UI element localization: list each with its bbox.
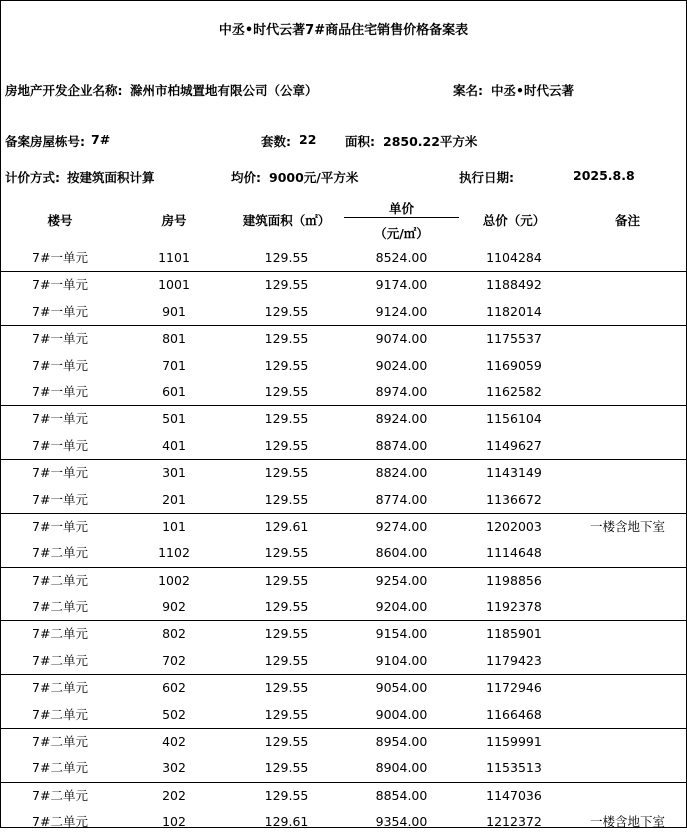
- cell-total: 1212372: [486, 814, 542, 830]
- cell-room: 901: [162, 303, 186, 319]
- table-row: [1, 326, 686, 352]
- cell-total: 1202003: [486, 518, 542, 534]
- col-header-remark: 备注: [614, 213, 640, 228]
- cell-building: 7#一单元: [32, 411, 88, 427]
- cell-total: 1185901: [486, 626, 542, 642]
- table-row: [1, 460, 686, 486]
- building-label: 备案房屋栋号:: [5, 134, 85, 149]
- cell-unit-price: 9174.00: [375, 277, 428, 293]
- table-row: [1, 272, 686, 298]
- cell-unit-price: 9154.00: [375, 626, 428, 642]
- cell-unit-price: 9124.00: [375, 303, 428, 319]
- cell-area: 129.55: [264, 760, 309, 776]
- table-row: [1, 406, 686, 432]
- cell-unit-price: 8774.00: [375, 491, 428, 507]
- cell-remark: [569, 245, 686, 271]
- table-row: [1, 729, 686, 755]
- cell-remark: [569, 755, 686, 781]
- cell-unit-price: 9074.00: [375, 331, 428, 347]
- cell-building: 7#一单元: [32, 518, 88, 534]
- sheet-title: 中丞•时代云著7#商品住宅销售价格备案表: [218, 23, 469, 38]
- cell-remark: [569, 648, 686, 674]
- table-row: [1, 568, 686, 594]
- cell-unit-price: 8604.00: [375, 545, 428, 561]
- cell-area: 129.61: [264, 814, 309, 830]
- developer-value: 滁州市柏城置地有限公司（公章）: [130, 83, 318, 98]
- cell-area: 129.55: [264, 545, 309, 561]
- cell-total: 1182014: [486, 303, 542, 319]
- cell-unit-price: 9024.00: [375, 357, 428, 373]
- cell-total: 1104284: [486, 250, 542, 265]
- pricing-method-value: 按建筑面积计算: [67, 170, 155, 185]
- table-row: [1, 433, 686, 460]
- cell-area: 129.55: [264, 357, 309, 373]
- table-row: [1, 487, 686, 514]
- cell-building: 7#二单元: [32, 787, 88, 803]
- cell-building: 7#二单元: [32, 760, 88, 776]
- cell-room: 1001: [158, 277, 190, 293]
- cell-building: 7#二单元: [32, 572, 88, 588]
- cell-unit-price: 8904.00: [375, 760, 428, 776]
- cell-room: 701: [162, 357, 186, 373]
- cell-building: 7#二单元: [32, 652, 88, 668]
- table-row: [1, 540, 686, 567]
- cell-area: 129.55: [264, 787, 309, 803]
- exec-date-value: 2025.8.8: [573, 168, 635, 183]
- cell-area: 129.61: [264, 518, 309, 534]
- cell-room: 602: [162, 680, 186, 696]
- cell-remark: [569, 594, 686, 620]
- table-row: [1, 379, 686, 406]
- cell-building: 7#一单元: [32, 303, 88, 319]
- cell-unit-price: 9204.00: [375, 599, 428, 615]
- table-row: [1, 594, 686, 621]
- table-row: [1, 755, 686, 782]
- cell-unit-price: 8824.00: [375, 465, 428, 481]
- cell-area: 129.55: [264, 437, 309, 453]
- cell-room: 1002: [158, 572, 190, 588]
- cell-area: 129.55: [264, 706, 309, 722]
- table-row: [1, 702, 686, 729]
- cell-unit-price: 8524.00: [375, 250, 428, 265]
- cell-remark: [569, 353, 686, 379]
- cell-unit-price: 9254.00: [375, 572, 428, 588]
- cell-area: 129.55: [264, 652, 309, 668]
- cell-building: 7#一单元: [32, 383, 88, 399]
- cell-area: 129.55: [264, 383, 309, 399]
- cell-remark: [569, 406, 686, 432]
- cell-total: 1188492: [486, 277, 542, 293]
- table-row: [1, 514, 686, 540]
- cell-room: 402: [162, 734, 186, 750]
- col-header-building: 楼号: [47, 213, 73, 228]
- cell-building: 7#一单元: [32, 250, 88, 265]
- cell-area: 129.55: [264, 411, 309, 427]
- cell-unit-price: 9274.00: [375, 518, 428, 534]
- cell-remark: [569, 729, 686, 755]
- cell-area: 129.55: [264, 680, 309, 696]
- cell-area: 129.55: [264, 572, 309, 588]
- cell-unit-price: 8954.00: [375, 734, 428, 750]
- cell-room: 202: [162, 787, 186, 803]
- table-row: [1, 809, 686, 835]
- cell-unit-price: 8854.00: [375, 787, 428, 803]
- project-value: 中丞•时代云著: [491, 83, 574, 98]
- cell-total: 1143149: [486, 465, 542, 481]
- cell-total: 1114648: [486, 545, 542, 561]
- cell-room: 201: [162, 491, 186, 507]
- cell-area: 129.55: [264, 277, 309, 293]
- cell-remark: [569, 433, 686, 459]
- cell-remark: 一楼含地下室: [589, 518, 665, 534]
- table-row: [1, 353, 686, 379]
- cell-room: 1102: [158, 545, 190, 561]
- cell-total: 1156104: [486, 411, 542, 427]
- cell-total: 1153513: [486, 760, 542, 776]
- cell-total: 1198856: [486, 572, 542, 588]
- table-row: [1, 245, 686, 272]
- units-value: 22: [299, 132, 317, 147]
- cell-area: 129.55: [264, 303, 309, 319]
- cell-total: 1136672: [486, 491, 542, 507]
- avg-price-label: 均价:: [231, 170, 261, 185]
- cell-area: 129.55: [264, 491, 309, 507]
- cell-total: 1192378: [486, 599, 542, 615]
- cell-room: 102: [162, 814, 186, 830]
- cell-building: 7#一单元: [32, 465, 88, 481]
- cell-unit-price: 8974.00: [375, 383, 428, 399]
- cell-total: 1147036: [486, 787, 542, 803]
- cell-room: 302: [162, 760, 186, 776]
- cell-building: 7#二单元: [32, 599, 88, 615]
- cell-total: 1149627: [486, 437, 542, 453]
- cell-area: 129.55: [264, 250, 309, 265]
- col-header-room: 房号: [161, 213, 187, 228]
- cell-building: 7#一单元: [32, 331, 88, 347]
- cell-area: 129.55: [264, 734, 309, 750]
- cell-room: 802: [162, 626, 186, 642]
- cell-total: 1159991: [486, 734, 542, 750]
- building-value: 7#: [91, 132, 111, 147]
- cell-unit-price: 9004.00: [375, 706, 428, 722]
- cell-total: 1179423: [486, 652, 542, 668]
- cell-unit-price: 9054.00: [375, 680, 428, 696]
- cell-total: 1162582: [486, 383, 542, 399]
- cell-building: 7#二单元: [32, 626, 88, 642]
- avg-price-value: 9000元/平方米: [269, 170, 359, 185]
- pricing-method-label: 计价方式:: [5, 170, 60, 185]
- cell-building: 7#二单元: [32, 680, 88, 696]
- cell-room: 902: [162, 599, 186, 615]
- cell-remark: [569, 299, 686, 325]
- cell-room: 801: [162, 331, 186, 347]
- area-value: 2850.22平方米: [383, 134, 478, 149]
- price-table-body: [1, 245, 686, 836]
- cell-building: 7#一单元: [32, 437, 88, 453]
- table-row: [1, 648, 686, 675]
- cell-remark: [569, 487, 686, 513]
- cell-total: 1169059: [486, 357, 542, 373]
- cell-remark: [569, 702, 686, 728]
- cell-building: 7#一单元: [32, 357, 88, 373]
- col-header-unit-price: 单价: [388, 201, 414, 216]
- cell-remark: [569, 540, 686, 566]
- cell-unit-price: 9354.00: [375, 814, 428, 830]
- cell-building: 7#二单元: [32, 734, 88, 750]
- cell-unit-price: 8924.00: [375, 411, 428, 427]
- cell-unit-price: 9104.00: [375, 652, 428, 668]
- cell-room: 501: [162, 411, 186, 427]
- cell-building: 7#一单元: [32, 491, 88, 507]
- cell-area: 129.55: [264, 465, 309, 481]
- cell-room: 401: [162, 437, 186, 453]
- cell-room: 702: [162, 652, 186, 668]
- exec-date-label: 执行日期:: [459, 170, 514, 185]
- cell-remark: [569, 783, 686, 809]
- cell-room: 101: [162, 518, 186, 534]
- cell-room: 502: [162, 706, 186, 722]
- cell-remark: [569, 568, 686, 594]
- cell-remark: 一楼含地下室: [589, 814, 665, 830]
- cell-total: 1166468: [486, 706, 542, 722]
- cell-total: 1172946: [486, 680, 542, 696]
- cell-building: 7#一单元: [32, 277, 88, 293]
- table-row: [1, 621, 686, 647]
- cell-area: 129.55: [264, 599, 309, 615]
- col-header-unit-price-unit: （元/㎡）: [374, 226, 429, 241]
- cell-unit-price: 8874.00: [375, 437, 428, 453]
- cell-total: 1175537: [486, 331, 542, 347]
- cell-remark: [569, 326, 686, 352]
- cell-remark: [569, 272, 686, 298]
- cell-room: 1101: [158, 250, 190, 265]
- unit-price-divider: [344, 217, 459, 218]
- cell-room: 301: [162, 465, 186, 481]
- table-row: [1, 783, 686, 809]
- cell-area: 129.55: [264, 626, 309, 642]
- col-header-area: 建筑面积（㎡）: [242, 213, 331, 228]
- cell-room: 601: [162, 383, 186, 399]
- units-label: 套数:: [261, 134, 291, 149]
- table-row: [1, 299, 686, 326]
- cell-building: 7#二单元: [32, 706, 88, 722]
- col-header-total: 总价（元）: [482, 213, 546, 228]
- cell-remark: [569, 460, 686, 486]
- cell-remark: [569, 621, 686, 647]
- project-label: 案名:: [453, 83, 483, 98]
- area-label: 面积:: [345, 134, 375, 149]
- cell-area: 129.55: [264, 331, 309, 347]
- cell-remark: [569, 675, 686, 701]
- cell-remark: [569, 379, 686, 405]
- table-row: [1, 675, 686, 701]
- developer-label: 房地产开发企业名称:: [5, 83, 123, 98]
- cell-building: 7#二单元: [32, 814, 88, 830]
- cell-building: 7#二单元: [32, 545, 88, 561]
